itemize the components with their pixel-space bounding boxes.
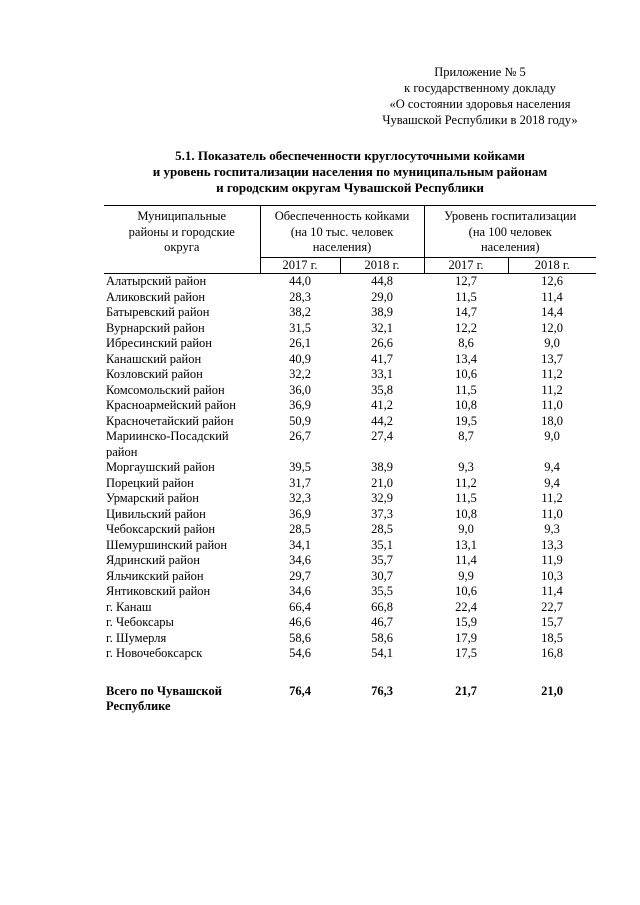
table-row xyxy=(104,538,596,554)
value-cell: 15,7 xyxy=(541,615,563,629)
row-name xyxy=(104,584,260,600)
value-cell: 38,9 xyxy=(371,305,393,319)
year-header: 2017 г. xyxy=(260,257,340,274)
table-row xyxy=(104,274,596,290)
value-cell: 14,4 xyxy=(541,305,563,319)
table-row xyxy=(104,290,596,306)
row-name xyxy=(104,522,260,538)
value-cell: 10,6 xyxy=(455,584,477,598)
hospital-beds-table xyxy=(104,205,596,715)
row-name xyxy=(104,429,260,460)
row-name-line: г. Чебоксары xyxy=(106,615,174,629)
row-name xyxy=(104,290,260,306)
row-name-line: Урмарский район xyxy=(106,491,199,505)
header-line: Муниципальные xyxy=(137,209,227,223)
appendix-line: к государственному докладу xyxy=(404,81,556,95)
row-name-line: Республике xyxy=(106,699,171,713)
row-name-line: Шемуршинский район xyxy=(106,537,228,552)
row-name-line: Ибресинский район xyxy=(106,336,212,350)
table-row xyxy=(104,600,596,616)
row-name xyxy=(104,646,260,662)
value-cell: 11,0 xyxy=(541,506,563,521)
total-row xyxy=(104,684,596,715)
row-name xyxy=(104,476,260,492)
row-name xyxy=(104,398,260,414)
value-cell: 11,5 xyxy=(455,491,477,505)
row-name xyxy=(104,352,260,368)
table-title xyxy=(100,148,600,196)
value-cell: 32,1 xyxy=(371,320,393,335)
table-row xyxy=(104,507,596,523)
row-name xyxy=(104,684,260,715)
value-cell: 31,7 xyxy=(289,475,311,490)
value-cell: 39,5 xyxy=(289,460,311,474)
row-name xyxy=(104,600,260,616)
row-name-line: Янтиковский район xyxy=(106,584,211,598)
value-cell: 66,4 xyxy=(289,599,311,614)
value-cell: 40,9 xyxy=(289,351,311,366)
header-line: (на 100 человек xyxy=(468,224,552,239)
value-cell: 10,8 xyxy=(455,506,477,521)
table-row xyxy=(104,460,596,476)
row-name-line: Цивильский район xyxy=(106,506,206,521)
appendix-note xyxy=(356,64,604,128)
row-name xyxy=(104,553,260,569)
row-name xyxy=(104,383,260,399)
value-cell: 11,5 xyxy=(455,382,477,397)
row-name-line: Яльчикский район xyxy=(106,568,204,583)
appendix-line: Чувашской Республики в 2018 году» xyxy=(382,113,578,127)
value-cell: 44,0 xyxy=(289,274,311,288)
spacer-cell xyxy=(104,662,596,684)
value-cell: 21,0 xyxy=(371,475,393,490)
value-cell: 8,7 xyxy=(458,429,474,443)
value-cell: 58,6 xyxy=(289,630,311,645)
table-row xyxy=(104,414,596,430)
row-name-line: г. Канаш xyxy=(106,599,152,614)
header-line: Уровень госпитализации xyxy=(444,209,577,223)
row-name xyxy=(104,336,260,352)
title-line: и городским округам Чувашской Республики xyxy=(216,180,484,195)
header-line: населения) xyxy=(480,240,540,254)
value-cell: 26,1 xyxy=(289,336,311,350)
value-cell: 11,0 xyxy=(541,398,563,412)
row-name-line: Чебоксарский район xyxy=(106,522,216,536)
value-cell: 35,1 xyxy=(371,537,393,552)
value-cell: 13,4 xyxy=(455,351,477,366)
table-row xyxy=(104,352,596,368)
value-cell: 8,6 xyxy=(458,336,474,350)
row-name-line: Красноармейский район xyxy=(106,398,236,412)
row-name xyxy=(104,321,260,337)
table-row xyxy=(104,321,596,337)
value-cell: 9,9 xyxy=(458,568,474,583)
row-name-line: Канашский район xyxy=(106,351,202,366)
value-cell: 11,9 xyxy=(541,553,563,567)
row-name xyxy=(104,631,260,647)
row-label-header xyxy=(104,206,260,274)
value-cell: 34,6 xyxy=(289,553,311,567)
table-row xyxy=(104,429,596,460)
value-cell: 17,9 xyxy=(455,630,477,645)
value-cell: 13,7 xyxy=(541,351,563,366)
value-cell: 35,8 xyxy=(371,382,393,397)
value-cell: 30,7 xyxy=(371,568,393,583)
row-name-line: г. Шумерля xyxy=(106,630,167,645)
row-name-line: Вурнарский район xyxy=(106,320,205,335)
row-name-line: Моргаушский район xyxy=(106,460,215,474)
value-cell: 19,5 xyxy=(455,413,477,428)
table-body xyxy=(104,274,596,715)
row-name xyxy=(104,367,260,383)
header-line: Обеспеченность койками xyxy=(274,209,410,223)
row-name-line: Ядринский район xyxy=(106,553,200,567)
year-header: 2018 г. xyxy=(508,257,596,274)
value-cell: 9,0 xyxy=(544,429,560,443)
value-cell: 11,4 xyxy=(541,584,563,598)
value-cell: 10,3 xyxy=(541,568,563,583)
value-cell: 11,4 xyxy=(455,553,477,567)
row-name-line: Алатырский район xyxy=(106,274,207,288)
table-row xyxy=(104,553,596,569)
value-cell: 15,9 xyxy=(455,615,477,629)
row-name xyxy=(104,569,260,585)
value-cell: 41,7 xyxy=(371,351,393,366)
table-row xyxy=(104,615,596,631)
value-cell: 11,2 xyxy=(541,491,563,505)
value-cell: 9,4 xyxy=(544,460,560,474)
value-cell: 9,3 xyxy=(458,460,474,474)
row-name xyxy=(104,538,260,554)
appendix-line: Приложение № 5 xyxy=(434,65,526,79)
table-row xyxy=(104,398,596,414)
value-cell: 35,5 xyxy=(371,584,393,598)
value-cell: 11,5 xyxy=(455,289,477,304)
value-cell: 14,7 xyxy=(455,305,477,319)
value-cell: 16,8 xyxy=(541,646,563,660)
table-row xyxy=(104,367,596,383)
bed-supply-header xyxy=(260,206,424,258)
header-line: округа xyxy=(164,240,200,254)
value-cell: 36,0 xyxy=(289,382,311,397)
row-name-line: Мариинско-Посадский xyxy=(106,429,229,443)
value-cell: 28,3 xyxy=(289,289,311,304)
value-cell: 44,8 xyxy=(371,274,393,288)
title-line: и уровень госпитализации населения по муниципальным районам xyxy=(152,164,548,179)
row-name xyxy=(104,460,260,476)
table-row xyxy=(104,305,596,321)
value-cell: 11,4 xyxy=(541,289,563,304)
value-cell: 12,2 xyxy=(455,320,477,335)
value-cell: 22,4 xyxy=(455,599,477,614)
value-cell: 13,3 xyxy=(541,537,563,552)
row-name-line: Козловский район xyxy=(106,367,203,381)
value-cell: 76,4 xyxy=(289,683,311,698)
row-name xyxy=(104,274,260,290)
row-name xyxy=(104,615,260,631)
value-cell: 22,7 xyxy=(541,599,563,614)
value-cell: 17,5 xyxy=(455,646,477,660)
value-cell: 44,2 xyxy=(371,413,393,428)
year-header: 2018 г. xyxy=(340,257,424,274)
value-cell: 58,6 xyxy=(371,630,393,645)
value-cell: 11,2 xyxy=(541,367,563,381)
table-row xyxy=(104,522,596,538)
value-cell: 37,3 xyxy=(371,506,393,521)
hospitalization-header xyxy=(424,206,596,258)
value-cell: 12,0 xyxy=(541,320,563,335)
value-cell: 76,3 xyxy=(371,683,393,698)
value-cell: 50,9 xyxy=(289,413,311,428)
table-row xyxy=(104,569,596,585)
table-row xyxy=(104,491,596,507)
value-cell: 46,6 xyxy=(289,615,311,629)
value-cell: 32,9 xyxy=(371,491,393,505)
value-cell: 28,5 xyxy=(289,522,311,536)
value-cell: 9,3 xyxy=(544,522,560,536)
row-name xyxy=(104,305,260,321)
value-cell: 32,3 xyxy=(289,491,311,505)
row-name-line: Аликовский район xyxy=(106,289,206,304)
row-name-line: Комсомольский район xyxy=(106,382,225,397)
value-cell: 9,4 xyxy=(544,475,560,490)
value-cell: 11,2 xyxy=(455,475,477,490)
value-cell: 26,6 xyxy=(371,336,393,350)
table-row xyxy=(104,383,596,399)
row-name xyxy=(104,507,260,523)
value-cell: 36,9 xyxy=(289,398,311,412)
table-row xyxy=(104,631,596,647)
value-cell: 27,4 xyxy=(371,429,393,443)
row-name xyxy=(104,414,260,430)
value-cell: 38,2 xyxy=(289,305,311,319)
appendix-line: «О состоянии здоровья населения xyxy=(389,97,571,111)
row-name-line: Всего по Чувашской xyxy=(106,683,222,698)
value-cell: 35,7 xyxy=(371,553,393,567)
value-cell: 36,9 xyxy=(289,506,311,521)
spacer-row xyxy=(104,662,596,684)
value-cell: 46,7 xyxy=(371,615,393,629)
value-cell: 21,0 xyxy=(541,683,563,698)
value-cell: 28,5 xyxy=(371,522,393,536)
value-cell: 12,6 xyxy=(541,274,563,288)
row-name-line: район xyxy=(106,444,138,459)
value-cell: 29,0 xyxy=(371,289,393,304)
row-name-line: г. Новочебоксарск xyxy=(106,646,203,660)
value-cell: 10,6 xyxy=(455,367,477,381)
value-cell: 21,7 xyxy=(455,683,477,698)
value-cell: 11,2 xyxy=(541,382,563,397)
value-cell: 13,1 xyxy=(455,537,477,552)
value-cell: 10,8 xyxy=(455,398,477,412)
row-name-line: Порецкий район xyxy=(106,475,194,490)
row-name xyxy=(104,491,260,507)
table-row xyxy=(104,476,596,492)
table-row xyxy=(104,584,596,600)
value-cell: 34,6 xyxy=(289,584,311,598)
value-cell: 18,5 xyxy=(541,630,563,645)
value-cell: 9,0 xyxy=(458,522,474,536)
value-cell: 9,0 xyxy=(544,336,560,350)
value-cell: 54,1 xyxy=(371,646,393,660)
header-line: районы и городские xyxy=(128,224,235,239)
title-line: 5.1. Показатель обеспеченности круглосуточными койками xyxy=(175,148,525,163)
value-cell: 41,2 xyxy=(371,398,393,412)
value-cell: 54,6 xyxy=(289,646,311,660)
value-cell: 33,1 xyxy=(371,367,393,381)
value-cell: 66,8 xyxy=(371,599,393,614)
table-row xyxy=(104,646,596,662)
value-cell: 31,5 xyxy=(289,320,311,335)
value-cell: 34,1 xyxy=(289,537,311,552)
header-line: населения) xyxy=(312,240,372,254)
value-cell: 32,2 xyxy=(289,367,311,381)
year-header: 2017 г. xyxy=(424,257,508,274)
row-name-line: Батыревский район xyxy=(106,305,210,319)
value-cell: 38,9 xyxy=(371,460,393,474)
value-cell: 26,7 xyxy=(289,429,311,443)
row-name-line: Красночетайский район xyxy=(106,413,234,428)
value-cell: 18,0 xyxy=(541,413,563,428)
value-cell: 12,7 xyxy=(455,274,477,288)
value-cell: 29,7 xyxy=(289,568,311,583)
table-row xyxy=(104,336,596,352)
header-line: (на 10 тыс. человек xyxy=(290,224,394,239)
